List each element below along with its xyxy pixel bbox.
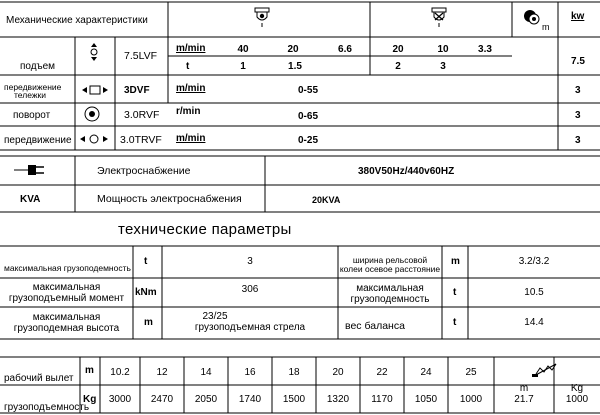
tech-title: технические параметры <box>118 221 292 238</box>
travel-unit: m/min <box>176 133 206 144</box>
tech-height-label-line2: грузоподемная высота <box>13 323 120 334</box>
tech-balance-value: 14.4 <box>524 317 544 328</box>
outreach-value-1: 10.2 <box>110 367 130 378</box>
kva-label: KVA <box>20 194 41 205</box>
lifting-load-4: 3 <box>440 61 446 72</box>
tech-moment-label-line1: максимальная <box>32 282 101 293</box>
lifting-speed-1: 40 <box>237 44 249 55</box>
tech-max-load2-label-line2: грузоподемность <box>350 294 430 305</box>
travel-model: 3.0TRVF <box>120 134 162 146</box>
lifting-speed-unit: m/min <box>176 43 206 54</box>
lifting-speed-2: 20 <box>287 44 299 55</box>
capacity-value-6: 1320 <box>326 394 350 405</box>
outreach-value-8: 24 <box>420 367 432 378</box>
tech-rail-unit: m <box>451 256 460 267</box>
outreach-value-3: 14 <box>200 367 212 378</box>
trolley-label-line1: передвижение <box>4 82 62 92</box>
slewing-label: поворот <box>13 110 51 121</box>
trolley-kw: 3 <box>575 85 581 96</box>
trolley-leftright-icon <box>82 84 108 96</box>
tech-max-load2-label-line1: максимальная <box>356 283 424 294</box>
power-value: 380V50Hz/440v60HZ <box>358 166 455 177</box>
lifting-speed-3: 6.6 <box>338 44 352 55</box>
outreach-value-7: 22 <box>376 367 388 378</box>
tech-moment-unit: kNm <box>135 287 157 298</box>
travel-leftright-icon <box>80 132 108 146</box>
outreach-value-4: 16 <box>244 367 256 378</box>
jib-crane-icon <box>532 360 558 378</box>
mech-title: Механические характеристики <box>6 15 148 26</box>
tech-moment-value: 306 <box>241 284 259 295</box>
motor-label: m <box>542 22 550 32</box>
lifting-load-unit: t <box>186 61 190 72</box>
lifting-speed-4: 20 <box>392 44 404 55</box>
outreach-value-2: 12 <box>156 367 168 378</box>
trolley-unit: m/min <box>176 83 206 94</box>
tech-max-load-value: 3 <box>247 256 253 267</box>
travel-range: 0-25 <box>298 135 319 146</box>
capacity-value-3: 2050 <box>194 394 218 405</box>
lifting-load-3: 2 <box>395 61 401 72</box>
outreach-value-5: 18 <box>288 367 300 378</box>
lifting-speed-6: 3.3 <box>478 44 492 55</box>
power-capacity-value: 20KVA <box>312 195 341 205</box>
tech-balance-label: вес баланса <box>345 320 405 332</box>
slewing-unit: r/min <box>176 106 201 117</box>
trolley-range: 0-55 <box>298 85 319 96</box>
tech-rail-value: 3.2/3.2 <box>518 256 550 267</box>
tech-max-load-unit: t <box>144 256 148 267</box>
capacity-value-8: 1050 <box>414 394 438 405</box>
capacity-end-value: 1000 <box>565 394 589 405</box>
outreach-label: рабочий вылет <box>4 373 74 384</box>
hook-light-icon <box>253 7 271 29</box>
outreach-end-value: 21.7 <box>514 394 534 405</box>
capacity-value-2: 2470 <box>150 394 174 405</box>
power-label: Электроснабжение <box>97 165 191 177</box>
tech-max-load-label: максимальная грузоподемность <box>4 263 131 273</box>
lifting-load-1: 1 <box>240 61 246 72</box>
lifting-label: подъем <box>20 61 56 72</box>
outreach-value-6: 20 <box>332 367 344 378</box>
outreach-end-unit: m <box>519 383 529 394</box>
trolley-label-line2: тележки <box>14 90 46 100</box>
hook-heavy-icon <box>430 7 448 29</box>
capacity-value-7: 1170 <box>371 394 393 405</box>
power-capacity-label: Мощность электроснабжения <box>97 193 242 205</box>
capacity-value-9: 1000 <box>459 394 483 405</box>
capacity-label: грузоподъемность <box>4 402 90 413</box>
tech-max-load2-unit: t <box>453 287 457 298</box>
kw-header: kw <box>571 11 585 22</box>
lifting-speed-5: 10 <box>437 44 449 55</box>
slewing-kw: 3 <box>575 110 581 121</box>
tech-height-value-line1: 23/25 <box>202 311 228 322</box>
lifting-model: 7.5LVF <box>124 50 158 62</box>
outreach-unit: m <box>85 365 94 376</box>
lifting-kw: 7.5 <box>571 56 585 67</box>
travel-kw: 3 <box>575 135 581 146</box>
tech-rail-label-line2: колеи осевое расстояние <box>339 264 441 274</box>
slewing-range: 0-65 <box>298 111 319 122</box>
capacity-value-1: 3000 <box>108 394 132 405</box>
tech-height-value-line2: грузоподъемная стрела <box>194 322 306 333</box>
capacity-value-4: 1740 <box>238 394 262 405</box>
capacity-value-5: 1500 <box>282 394 306 405</box>
tech-height-unit: m <box>144 317 153 328</box>
capacity-unit: Kg <box>83 394 97 405</box>
trolley-model: 3DVF <box>124 85 150 96</box>
travel-label: передвижение <box>4 135 72 146</box>
lift-updown-icon <box>87 43 101 61</box>
tech-balance-unit: t <box>453 317 457 328</box>
tech-moment-label-line2: грузоподъемный момент <box>8 293 125 304</box>
tech-max-load2-value: 10.5 <box>524 287 544 298</box>
tech-rail-label-line1: ширина рельсовой <box>352 255 428 265</box>
outreach-value-9: 25 <box>465 367 477 378</box>
lifting-load-2: 1.5 <box>288 61 302 72</box>
capacity-end-unit: Kg <box>570 383 584 394</box>
power-plug-icon <box>14 163 48 177</box>
slewing-model: 3.0RVF <box>124 109 160 121</box>
tech-height-label-line1: максимальная <box>32 312 101 323</box>
slewing-rotate-icon <box>84 106 100 122</box>
